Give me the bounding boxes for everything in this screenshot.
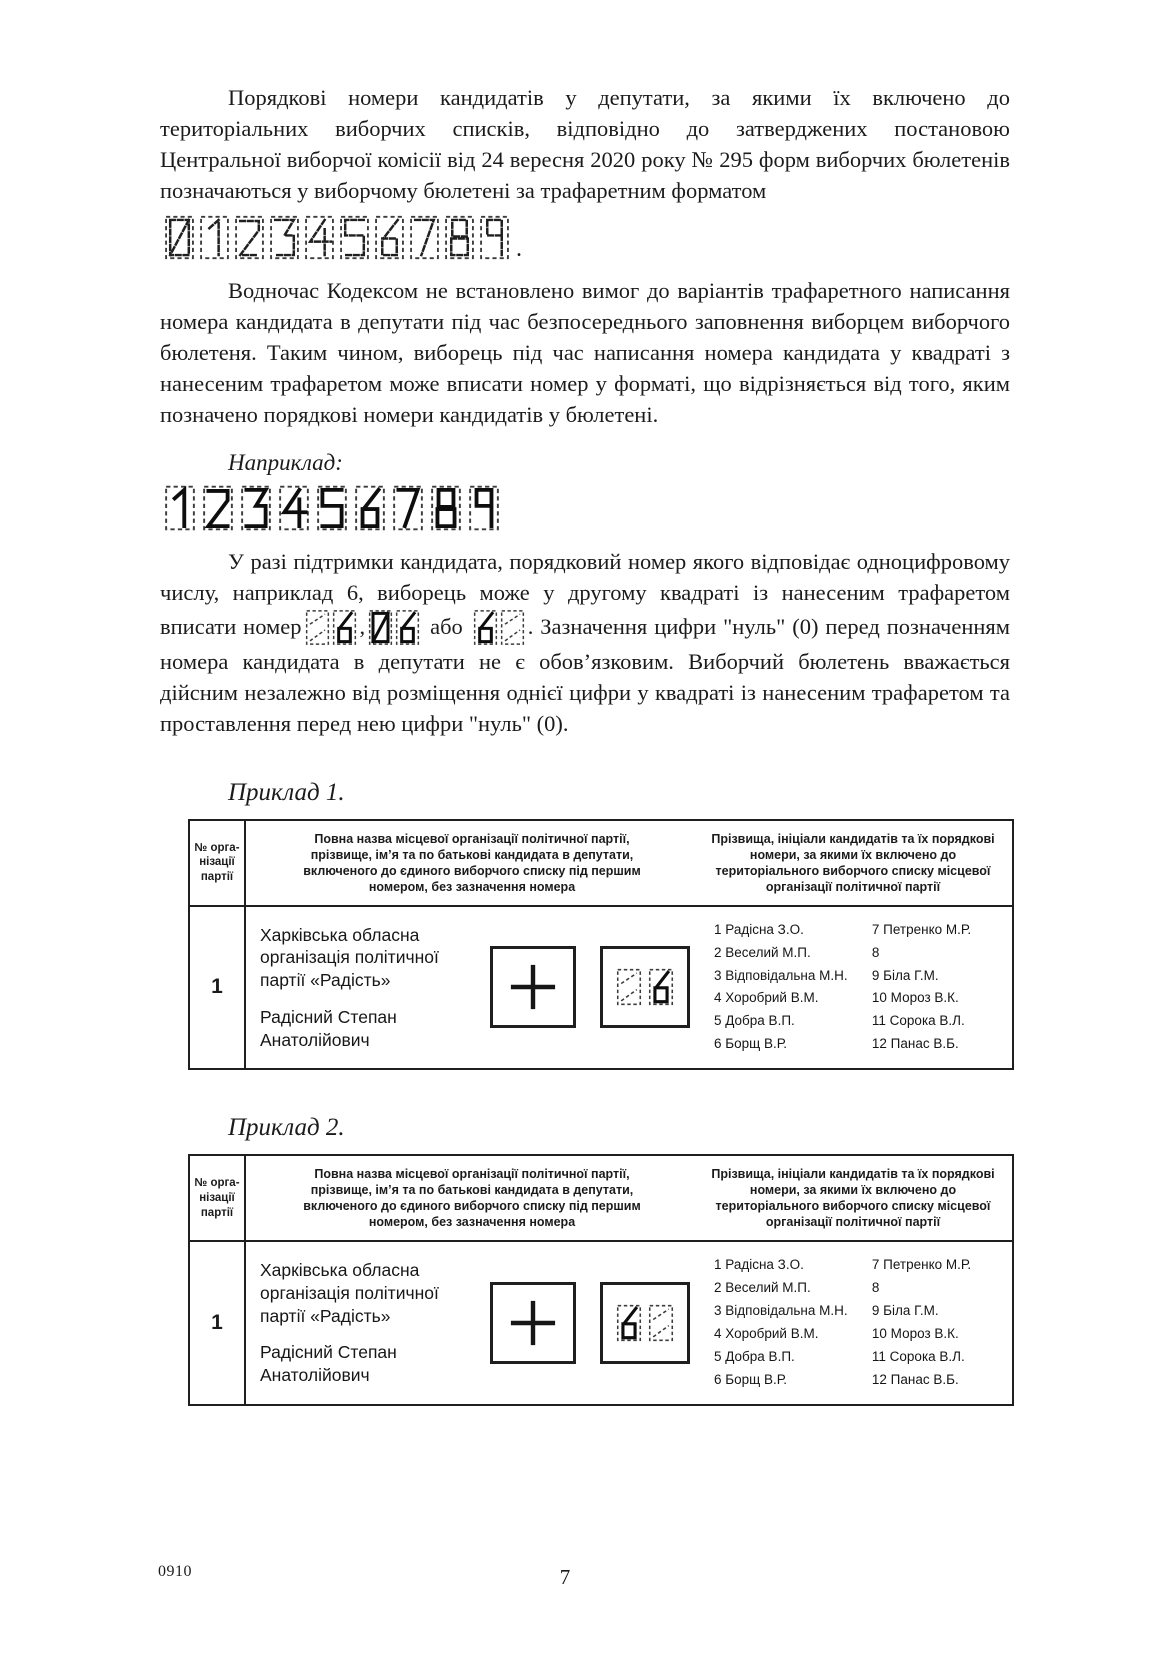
plus-mark-icon bbox=[507, 961, 559, 1013]
stencil-digit-8 bbox=[444, 214, 475, 261]
ballot-table-1-header bbox=[190, 821, 1012, 907]
stencil-digit-9 bbox=[468, 484, 500, 532]
candidate-list-left bbox=[714, 919, 866, 1057]
paragraph-single-digit bbox=[160, 546, 1010, 738]
stencil-cell-blank bbox=[648, 1301, 674, 1345]
stencil-digit-4 bbox=[304, 214, 335, 261]
stencil-row-cells bbox=[164, 214, 510, 261]
stencil-digit-6 bbox=[332, 609, 357, 646]
candidate-item: 5 Добра В.П. bbox=[714, 1349, 795, 1365]
party-cell bbox=[246, 907, 698, 1069]
stencil-row-period: . bbox=[516, 236, 522, 263]
ballot-table-example-2 bbox=[188, 1154, 1014, 1406]
stencil-digit-9 bbox=[479, 214, 510, 261]
candidate-item: 2 Веселий М.П. bbox=[714, 1280, 811, 1296]
header-candidates: Прізвища, ініціали кандидатів та їх порядкові номери, за якими їх включено до територіального виборчого списку місцевої організації політичної партії bbox=[711, 1167, 995, 1230]
stencil-digit-0 bbox=[164, 214, 195, 261]
vote-mark-box bbox=[490, 1282, 576, 1364]
candidate-item: 10 Мороз В.К. bbox=[871, 990, 959, 1006]
stencil-cell-blank bbox=[500, 609, 525, 646]
stencil-digit-0 bbox=[368, 609, 393, 646]
stencil-digit-4 bbox=[278, 484, 310, 532]
stencil-digit-2 bbox=[234, 214, 265, 261]
stencil-digit-7 bbox=[409, 214, 440, 261]
candidate-list-right bbox=[872, 1254, 1004, 1392]
stencil-digit-6 bbox=[648, 965, 674, 1009]
stencil-pair-blank-6 bbox=[305, 609, 357, 646]
header-candidates: Прізвища, ініціали кандидатів та їх порядкові номери, за якими їх включено до територіального виборчого списку місцевої організації політичної партії bbox=[711, 831, 995, 894]
paragraph-single-digit-text-2: . Зазначення цифри "нуль" (0) перед позначенням номера кандидата в депутати не є обов’язковим. Виборчий бюлетень вважається дійсним незалежно від розміщення однієї цифри у квадраті із нанесеним трафаретом та проставлення перед нею цифри "нуль" (0). bbox=[160, 613, 1010, 736]
plus-mark-icon bbox=[507, 1297, 559, 1349]
stencil-pair-6-blank bbox=[473, 609, 525, 646]
candidate-item: 10 Мороз В.К. bbox=[871, 1326, 959, 1342]
candidate-list-cell bbox=[698, 907, 1008, 1069]
vote-mark-box bbox=[490, 946, 576, 1028]
stencil-digit-6 bbox=[395, 609, 420, 646]
stencil-digit-6 bbox=[374, 214, 405, 261]
party-name: Харківська обласна організація політичної партії «Радість» bbox=[260, 924, 439, 991]
stencil-digits-row-0-9 bbox=[164, 214, 1010, 261]
footer-document-code: 0910 bbox=[158, 1563, 192, 1580]
candidate-item: 6 Борщ В.Р. bbox=[714, 1371, 787, 1387]
paragraph-trafaret-format: Порядкові номери кандидатів у депутати, за якими їх включено до територіальних виборчих списків, відповідно до затверджених постановою Центральної виборчої комісії від 24 вересня 2020 року № 295 форм виборчих бюлетенів позначаються у виборчому бюлетені за трафаретним форматом bbox=[160, 85, 1010, 204]
candidate-item: 5 Добра В.П. bbox=[714, 1013, 795, 1029]
stencil-digit-6 bbox=[616, 1301, 642, 1345]
stencil-digit-8 bbox=[430, 484, 462, 532]
example-2-label: Приклад 2. bbox=[228, 1114, 345, 1142]
candidate-item: 9 Біла Г.М. bbox=[871, 1303, 939, 1319]
party-text-block bbox=[260, 924, 466, 1052]
candidate-item: 8 bbox=[871, 944, 880, 960]
pair-separator-or: або bbox=[423, 613, 470, 639]
stencil-pair-0-6 bbox=[368, 609, 420, 646]
stencil-digit-6 bbox=[354, 484, 386, 532]
stencil-digit-3 bbox=[240, 484, 272, 532]
pair-separator-comma: , bbox=[359, 613, 366, 639]
header-party-number: № орга-нізації партії bbox=[190, 1156, 246, 1240]
candidate-item: 7 Петренко М.Р. bbox=[871, 921, 972, 937]
stencil-digits-row-written-1-9 bbox=[164, 484, 1010, 532]
candidate-item: 8 bbox=[871, 1280, 880, 1296]
party-name: Харківська обласна організація політичної партії «Радість» bbox=[260, 1260, 439, 1326]
candidate-item: 11 Сорока В.Л. bbox=[871, 1349, 965, 1365]
candidate-item: 6 Борщ В.Р. bbox=[714, 1036, 787, 1052]
header-party-fullname: Повна назва місцевої організації політичної партії, прізвище, ім’я та по батькові кандидата в депутати, включеного до єдиного виборчого списку під першим номером, без зазначення номера bbox=[303, 831, 641, 894]
example-word-label: Наприклад: bbox=[228, 450, 343, 476]
party-number-cell: 1 bbox=[190, 1242, 246, 1404]
candidate-item: 4 Хоробрий В.М. bbox=[714, 990, 819, 1006]
ballot-table-2-header bbox=[190, 1156, 1012, 1242]
stencil-cell-blank bbox=[616, 965, 642, 1009]
candidate-item: 2 Веселий М.П. bbox=[714, 944, 811, 960]
candidate-item: 12 Панас В.Б. bbox=[871, 1371, 959, 1387]
stencil-digit-3 bbox=[269, 214, 300, 261]
candidate-item: 1 Радісна З.О. bbox=[714, 1257, 804, 1273]
number-stencil-box bbox=[600, 1282, 690, 1364]
party-text-block bbox=[260, 1259, 466, 1387]
example-1-label: Приклад 1. bbox=[228, 778, 345, 806]
ballot-table-2-row bbox=[190, 1242, 1012, 1404]
first-candidate-name: Радісний Степан Анатолійович bbox=[260, 1342, 397, 1386]
party-cell bbox=[246, 1242, 698, 1404]
stencil-digit-6 bbox=[473, 609, 498, 646]
paragraph-single-digit-text-1: У разі підтримки кандидата, порядковий номер якого відповідає одноцифровому числу, наприклад 6, виборець може у другому квадраті із нанесеним трафаретом вписати номер bbox=[160, 549, 1010, 639]
stencil-digit-5 bbox=[339, 214, 370, 261]
candidate-item: 4 Хоробрий В.М. bbox=[714, 1326, 819, 1342]
candidate-item: 3 Відповідальна М.Н. bbox=[714, 967, 848, 983]
page-number: 7 bbox=[559, 1565, 571, 1589]
candidate-item: 3 Відповідальна М.Н. bbox=[714, 1303, 848, 1319]
candidate-list-cell bbox=[698, 1242, 1008, 1404]
stencil-written-cells bbox=[164, 484, 500, 532]
stencil-digit-2 bbox=[202, 484, 234, 532]
first-candidate-name: Радісний Степан Анатолійович bbox=[260, 1006, 397, 1050]
stencil-digit-1 bbox=[164, 484, 196, 532]
candidate-item: 9 Біла Г.М. bbox=[871, 967, 939, 983]
number-stencil-box bbox=[600, 946, 690, 1028]
stencil-digit-1 bbox=[199, 214, 230, 261]
header-party-number: № орга-нізації партії bbox=[190, 821, 246, 905]
candidate-item: 12 Панас В.Б. bbox=[871, 1036, 959, 1052]
candidate-list-left bbox=[714, 1254, 866, 1392]
paragraph-kodeks: Водночас Кодексом не встановлено вимог до варіантів трафаретного написання номера кандидата в депутати під час безпосереднього заповнення виборцем виборчого бюлетеня. Таким чином, виборець під час написання номера кандидата у квадраті з нанесеним трафаретом може вписати номер у форматі, що відрізняється від того, яким позначено порядкові номери кандидатів у бюлетені. bbox=[160, 278, 1010, 428]
candidate-list-right bbox=[872, 919, 1004, 1057]
stencil-cell-blank bbox=[305, 609, 330, 646]
ballot-table-example-1 bbox=[188, 819, 1014, 1071]
candidate-item: 11 Сорока В.Л. bbox=[871, 1013, 965, 1029]
stencil-digit-5 bbox=[316, 484, 348, 532]
header-party-fullname: Повна назва місцевої організації політичної партії, прізвище, ім’я та по батькові кандидата в депутати, включеного до єдиного виборчого списку під першим номером, без зазначення номера bbox=[303, 1167, 641, 1230]
ballot-table-1-row bbox=[190, 907, 1012, 1069]
candidate-item: 1 Радісна З.О. bbox=[714, 921, 804, 937]
stencil-digit-7 bbox=[392, 484, 424, 532]
candidate-item: 7 Петренко М.Р. bbox=[871, 1257, 972, 1273]
party-number-cell: 1 bbox=[190, 907, 246, 1069]
